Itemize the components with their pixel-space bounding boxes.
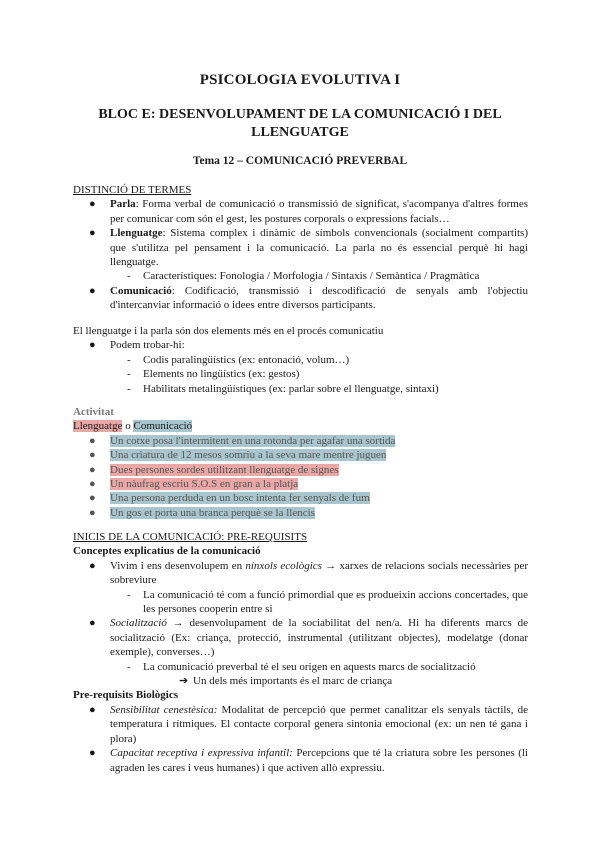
section-activitat <box>73 405 528 520</box>
sub-item: - Habilitats metalingüístiques (ex: parlar sobre el llenguatge, sintaxi) <box>127 382 439 395</box>
sub-item-caracteristiques: - Característiques: Fonologia / Morfologia / Sintaxis / Semàntica / Pragmàtica <box>127 270 480 283</box>
bloc-title: BLOC E: DESENVOLUPAMENT DE LA COMUNICACIÓ I DEL LLENGUATGE <box>98 107 502 140</box>
list-item-socialitzacio: ● Socialització → desenvolupament de la sociabilitat del nen/a. Hi ha diferents marcs de socialització (Ex: criança, protecció, instrumental (utilitzant objectes), modelatge (donar exemple), converses…) <box>89 617 528 659</box>
arrow-item: ➔ Un dels més importants és el marc de criança <box>179 675 393 688</box>
activitat-item: ● Una criatura de 12 mesos somriu a la seva mare mentre juguen <box>89 449 387 462</box>
sub-item: - Elements no lingüístics (ex: gestos) <box>127 368 300 381</box>
intro-paragraph: El llenguatge i la parla són dos elements més en el procés comunicatiu <box>73 325 384 337</box>
sub-item: - La comunicació preverbal té el seu origen en aquests marcs de socialització <box>127 660 476 673</box>
subheading-conceptes: Conceptes explicatius de la comunicació <box>73 545 261 558</box>
list-item-ninxols: ● Vivim i ens desenvolupem en nínxols ecològics → xarxes de relacions socials necessàries per sobreviure <box>89 559 528 587</box>
section-distincio <box>73 183 528 313</box>
activitat-item: ● Un gos et porta una branca perquè se la llencis <box>89 506 315 519</box>
bullet-icon: ● <box>89 284 96 297</box>
activitat-item: ● Un nàufrag escriu S.O.S en gran a la platja <box>89 478 299 491</box>
list-item-llenguatge: ● Llenguatge: Sistema complex i dinàmic de símbols convencionals (socialment compartits) que s'utilitza pel pensament i la comunicació. La parla no és essencial perquè hi hagi llenguatge. <box>89 227 528 269</box>
activitat-item: ● Dues persones sordes utilitzant llenguatge de signes <box>89 463 339 476</box>
bullet-icon: ● <box>89 227 96 240</box>
bullet-icon: ● <box>89 198 96 211</box>
activitat-item: ● Una persona perduda en un bosc intenta fer senyals de fum <box>89 492 370 505</box>
activitat-legend: Llenguatge o Comunicació <box>73 420 193 433</box>
arrow-right-icon: ➔ <box>179 675 189 688</box>
list-item-sensibilitat: ● Sensibilitat cenestèsica: Modalitat de percepció que permet canalitzar els senyals tàctils, de temperatura i rítmiques. El contacte corporal genera sintonia emocional (ex: un nen té gana i plora) <box>89 703 528 745</box>
section-heading-distincio: DISTINCIÓ DE TERMES <box>73 184 192 196</box>
list-item-capacitat: ● Capacitat receptiva i expressiva infantil: Percepcions que té la criatura sobre les persones (li agraden les cares i veus humanes) i que activen allò expressiu. <box>89 747 528 774</box>
legend-llenguatge: Llenguatge <box>73 420 123 433</box>
list-item-comunicacio: ● Comunicació: Codificació, transmissió i descodificació de senyals amb l'objectiu d'intercanviar informació o idees entre diversos participants. <box>89 284 528 312</box>
tema-title: Tema 12 – COMUNICACIÓ PREVERBAL <box>192 155 408 167</box>
section-elements <box>73 324 528 396</box>
list-item-podem: ● Podem trobar-hi: <box>89 339 185 352</box>
activitat-item: ● Un cotxe posa l'intermitent en una rotonda per agafar una sortida <box>89 434 396 447</box>
section-heading-inicis: INICIS DE LA COMUNICACIÓ: PRE-REQUISITS <box>73 531 308 543</box>
sub-item: - La comunicació té com a funció primordial que es produeixin accions concertades, que les persones cooperin entre si <box>127 588 528 616</box>
bullet-icon: ● <box>89 339 96 352</box>
subheading-prerequisits: Pre-requisits Biològics <box>73 689 179 702</box>
sub-item: - Codis paralingüístics (ex: entonació, volum…) <box>127 353 350 366</box>
document-title: PSICOLOGIA EVOLUTIVA I <box>199 72 401 88</box>
list-item-parla: ● Parla: Forma verbal de comunicació o transmissió de significat, s'acompanya d'altres formes per comunicar com són el gest, les postures corporals o expressions facials… <box>89 198 528 225</box>
legend-comunicacio: Comunicació <box>133 420 193 433</box>
section-inicis <box>73 530 528 775</box>
activitat-title: Activitat <box>73 406 114 418</box>
